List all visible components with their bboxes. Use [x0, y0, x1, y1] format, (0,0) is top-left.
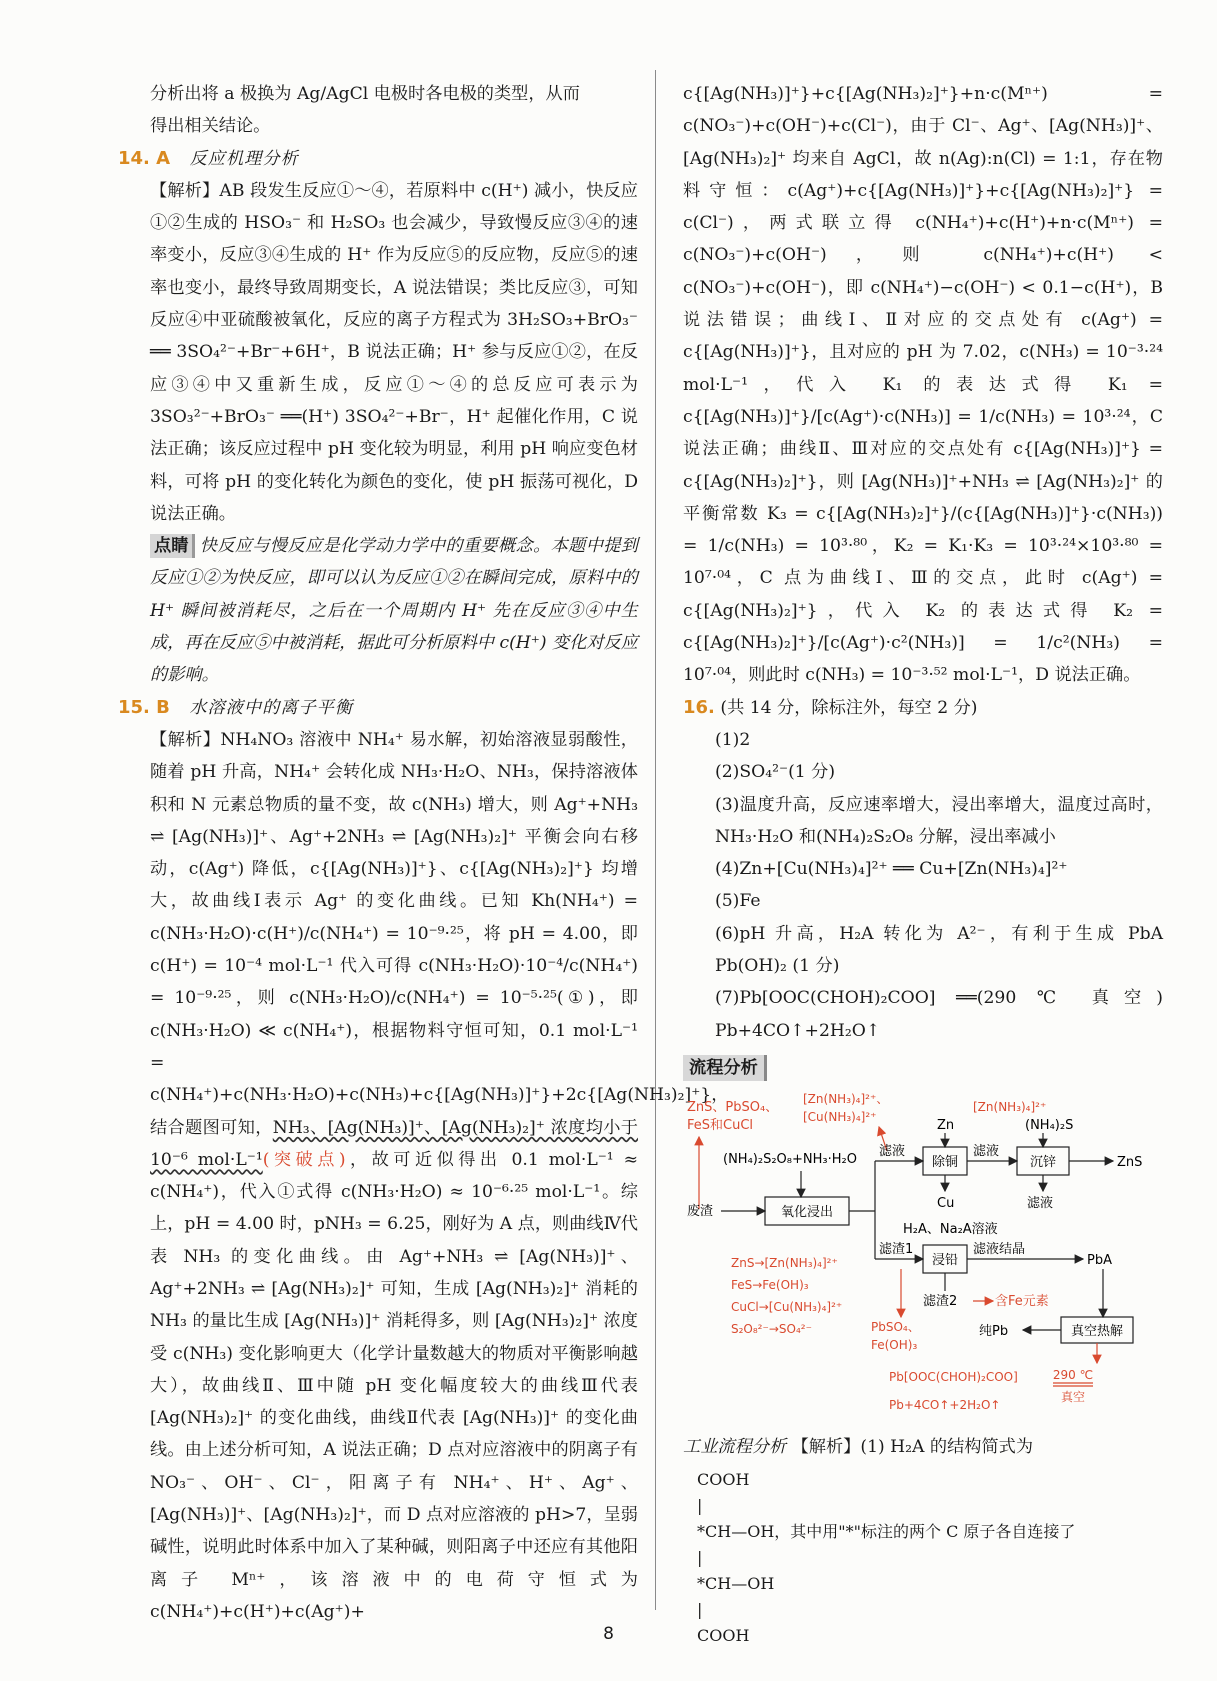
q16-scoring: (共 14 分，除标注外，每空 2 分) — [720, 697, 978, 718]
intro-line-2: 得出相关结论。 — [150, 116, 271, 137]
q16-answer-6: (6)pH 升高，H₂A 转化为 A²⁻，有利于生成 PbA Pb(OH)₂ (1 分) — [715, 923, 1181, 977]
filtrate-label-2: 滤液 — [973, 1143, 1000, 1159]
right-column — [683, 78, 1181, 1649]
q16-answer-4: (4)Zn+[Cu(NH₃)₄]²⁺ ══ Cu+[Zn(NH₃)₄]²⁺ — [715, 859, 1068, 880]
red-leach-ions-2: [Cu(NH₃)₄]²⁺ — [803, 1109, 877, 1124]
page-number: 8 — [603, 1624, 614, 1644]
red-decomp-products: Pb+4CO↑+2H₂O↑ — [889, 1397, 1001, 1412]
process-flow-diagram — [683, 1091, 1163, 1431]
box-vacuum-pyrolysis-label: 真空热解 — [1070, 1323, 1124, 1339]
red-fe-content: 含Fe元素 — [995, 1293, 1049, 1309]
struct-line-7: COOH — [697, 1626, 750, 1646]
filtrate-crystallize-label: 滤液结晶 — [973, 1241, 1026, 1257]
filtrate-label-3: 滤液 — [1027, 1195, 1054, 1211]
pure-lead-product: 纯Pb — [979, 1323, 1009, 1339]
residue-label-2: 滤渣2 — [923, 1293, 958, 1309]
q14-tip-text: 快反应与慢反应是化学动力学中的重要概念。本题中提到反应①②为快反应，即可以认为反应①②在瞬间完成，原料中的 H⁺ 瞬间被消耗尽，之后在一个周期内 H⁺ 先在反应③④中生成，再在反应⑤中被消耗，据此可分析原料中 c(H⁺) 变化对反应的影响。 — [150, 536, 638, 686]
struct-line-5: *CH—OH — [697, 1574, 775, 1594]
box-oxidative-leach-label: 氧化浸出 — [780, 1204, 834, 1220]
zinc-reagent: Zn — [937, 1117, 955, 1133]
struct-line-1: COOH — [697, 1470, 750, 1490]
ammonium-sulfide-reagent: (NH₄)₂S — [1025, 1117, 1074, 1133]
box-zinc-precipitation-label: 沉锌 — [1029, 1154, 1057, 1170]
q15-analysis-part3: ，故可近似得出 0.1 mol·L⁻¹ ≈ c(NH₄⁺)，代入①式得 c(NH₃·H₂O) ≈ 10⁻⁶·²⁵ mol·L⁻¹。综上，pH = 4.00 时，pNH₃ = 6.25，刚好为 A 点，则曲线Ⅳ代表 NH₃ 的变化曲线。由 Ag⁺+NH₃ ⇌ [Ag(NH₃)]⁺、Ag⁺+2NH₃ ⇌ [Ag(NH₃)₂]⁺ 可知，生成 [Ag(NH₃)₂]⁺ 消耗的 NH₃ 的量比生成 [Ag(NH₃)]⁺ 消耗得多，则 [Ag(NH₃)₂]⁺ 浓度受 c(NH₃) 变化影响更大（化学计量数越大的物质对平衡影响越大），故曲线Ⅱ、Ⅲ中随 pH 变化幅度较大的曲线Ⅲ代表 [Ag(NH₃)₂]⁺ 的变化曲线，曲线Ⅱ代表 [Ag(NH₃)]⁺ 的变化曲线。由上述分析可知，A 说法正确；D 点对应溶液中的阴离子有 NO₃⁻、OH⁻、Cl⁻，阳离子有 NH₄⁺、H⁺、Ag⁺、[Ag(NH₃)]⁺、[Ag(NH₃)₂]⁺，而 D 点对应溶液的 pH>7，呈弱碱性，说明此时体系中加入了某种碱，则阳离子中还应有其他阳离子 Mⁿ⁺，该溶液中的电荷守恒式为 c(NH₄⁺)+c(H⁺)+c(Ag⁺)+ — [150, 1149, 639, 1622]
reagent-oxidizer: (NH₄)₂S₂O₈+NH₃·H₂O — [723, 1151, 857, 1167]
struct-line-4: | — [697, 1548, 703, 1568]
red-zn-complex: [Zn(NH₃)₄]²⁺ — [973, 1099, 1047, 1114]
waste-residue-label: 废渣 — [687, 1203, 714, 1219]
struct-line-2: | — [697, 1496, 703, 1516]
q15-analysis-part1: 【解析】NH₄NO₃ 溶液中 NH₄⁺ 易水解，初始溶液显弱酸性，随着 pH 升高，NH₄⁺ 会转化成 NH₃·H₂O、NH₃，保持溶液体积和 N 元素总物质的量不变，故 c(NH₃) 增大，则 Ag⁺+NH₃ ⇌ [Ag(NH₃)]⁺、Ag⁺+2NH₃ ⇌ [Ag(NH₃)₂]⁺ 平衡会向右移动，c(Ag⁺) 降低，c{[Ag(NH₃)]⁺}、c{[Ag(NH₃)₂]⁺} 均增大，故曲线Ⅰ表示 Ag⁺ 的变化曲线。已知 Kh(NH₄⁺) = c(NH₃·H₂O)·c(H⁺)/c(NH₄⁺) = 10⁻⁹·²⁵，将 pH = 4.00，即 c(H⁺) = 10⁻⁴ mol·L⁻¹ 代入可得 c(NH₃·H₂O)·10⁻⁴/c(NH₄⁺) = 10⁻⁹·²⁵，则 c(NH₃·H₂O)/c(NH₄⁺) = 10⁻⁵·²⁵(①)，即 c(NH₃·H₂O) ≪ c(NH₄⁺)，根据物料守恒可知，0.1 mol·L⁻¹ = c(NH₄⁺)+c(NH₃·H₂O)+c(NH₃)+c{[Ag(NH₃)]⁺}+2c{[Ag(NH₃)₂]⁺}，结合题图可知， — [150, 729, 729, 1138]
breakthrough-note: (突破点) — [262, 1149, 346, 1170]
industrial-analysis-label: 工业流程分析 — [683, 1436, 787, 1457]
q16-answer-2: (2)SO₄²⁻(1 分) — [715, 762, 836, 783]
q15-continued: c{[Ag(NH₃)]⁺}+c{[Ag(NH₃)₂]⁺}+n·c(Mⁿ⁺) = c(NO₃⁻)+c(OH⁻)+c(Cl⁻)，由于 Cl⁻、Ag⁺、[Ag(NH₃)]⁺、[Ag(NH₃)₂]⁺ 均来自 AgCl，故 n(Ag):n(Cl) = 1:1，存在物料守恒：c(Ag⁺)+c{[Ag(NH₃)]⁺}+c{[Ag(NH₃)₂]⁺} = c(Cl⁻)，两式联立得 c(NH₄⁺)+c(H⁺)+n·c(Mⁿ⁺) = c(NO₃⁻)+c(OH⁻)，则 c(NH₄⁺)+c(H⁺) < c(NO₃⁻)+c(OH⁻)，即 c(NH₄⁺)−c(OH⁻) < 0.1−c(H⁺)，B 说法错误；曲线Ⅰ、Ⅱ对应的交点处有 c(Ag⁺) = c{[Ag(NH₃)]⁺}，且对应的 pH 为 7.02，c(NH₃) = 10⁻³·²⁴ mol·L⁻¹，代入 K₁ 的表达式得 K₁ = c{[Ag(NH₃)]⁺}/[c(Ag⁺)·c(NH₃)] = 1/c(NH₃) = 10³·²⁴，C 说法正确；曲线Ⅱ、Ⅲ对应的交点处有 c{[Ag(NH₃)]⁺} = c{[Ag(NH₃)₂]⁺}，则 [Ag(NH₃)]⁺+NH₃ ⇌ [Ag(NH₃)₂]⁺ 的平衡常数 K₃ = c{[Ag(NH₃)₂]⁺}/(c{[Ag(NH₃)]⁺}·c(NH₃)) = 1/c(NH₃) = 10³·⁸⁰，K₂ = K₁·K₃ = 10³·²⁴×10³·⁸⁰ = 10⁷·⁰⁴，C 点为曲线Ⅰ、Ⅲ的交点，此时 c(Ag⁺) = c{[Ag(NH₃)₂]⁺}，代入 K₂ 的表达式得 K₂ = c{[Ag(NH₃)₂]⁺}/[c(Ag⁺)·c²(NH₃)] = 1/c²(NH₃) = 10⁷·⁰⁴，则此时 c(NH₃) = 10⁻³·⁵² mol·L⁻¹，D 说法正确。 — [683, 84, 1163, 686]
red-decomp-reactant: Pb[OOC(CHOH)₂COO] — [889, 1369, 1018, 1384]
q15-topic: 水溶液中的离子平衡 — [189, 697, 354, 718]
red-feoh3: Fe(OH)₃ — [871, 1337, 918, 1352]
pba-product: PbA — [1087, 1252, 1112, 1268]
red-waste-composition: ZnS、PbSO₄、 — [687, 1099, 779, 1115]
q16-number: 16. — [683, 696, 715, 718]
residue-label-1: 滤渣1 — [879, 1241, 914, 1257]
tip-badge: 点睛 — [150, 534, 195, 558]
red-condition-vacuum: 真空 — [1060, 1389, 1086, 1404]
q16-answer-7: (7)Pb[OOC(CHOH)₂COO] ══(290 ℃ 真空) Pb+4CO↑+2H₂O↑ — [715, 988, 1163, 1041]
q14-tip — [118, 530, 638, 691]
struct-line-6: | — [697, 1600, 703, 1620]
box-copper-removal-label: 除铜 — [931, 1154, 959, 1170]
structural-formula — [697, 1467, 1163, 1649]
red-reaction-1: ZnS→[Zn(NH₃)₄]²⁺ — [731, 1255, 838, 1270]
zns-product: ZnS — [1117, 1154, 1143, 1170]
industrial-analysis-text: 【解析】(1) H₂A 的结构简式为 — [791, 1436, 1034, 1457]
q14-number: 14. A — [118, 147, 171, 169]
red-reaction-2: FeS→Fe(OH)₃ — [731, 1277, 809, 1292]
filtrate-label-1: 滤液 — [879, 1143, 906, 1159]
leach-solution-reagent: H₂A、Na₂A溶液 — [903, 1221, 998, 1237]
red-condition-temp: 290 ℃ — [1052, 1367, 1094, 1382]
struct-line-3: *CH—OH，其中用"*"标注的两个 C 原子各自连接了 — [697, 1522, 1076, 1542]
q16-answer-5: (5)Fe — [715, 891, 761, 912]
copper-product: Cu — [937, 1195, 955, 1211]
q15-header — [118, 692, 638, 724]
q16-header — [683, 692, 1163, 724]
q14-analysis: 【解析】AB 段发生反应①～④，若原料中 c(H⁺) 减小，快反应①②生成的 HSO₃⁻ 和 H₂SO₃ 也会减少，导致慢反应③④的速率变小，反应③④生成的 H⁺ 作为反应⑤的反应物，反应⑤的速率也变小，最终导致周期变长，A 说法错误；类比反应③，可知反应④中亚硫酸被氧化，反应的离子方程式为 3H₂SO₃+BrO₃⁻ ══ 3SO₄²⁻+Br⁻+6H⁺，B 说法正确；H⁺ 参与反应①②，在反应③④中又重新生成，反应①～④的总反应可表示为 3SO₃²⁻+BrO₃⁻ ══(H⁺) 3SO₄²⁻+Br⁻，H⁺ 起催化作用，C 说法正确；该反应过程中 pH 变化较为明显，利用 pH 响应变色材料，可将 pH 的变化转化为颜色的变化，使 pH 振荡可视化，D 说法正确。 — [150, 180, 638, 524]
q16-answer-3: (3)温度升高，反应速率增大，浸出率增大，温度过高时，NH₃·H₂O 和(NH₄)₂S₂O₈ 分解，浸出率减小 — [715, 794, 1163, 847]
q15-key-condition: NH₃、[Ag(NH₃)]⁺、[Ag(NH₃)₂]⁺ 浓度均小于 10⁻⁶ mol·L⁻¹ — [150, 1117, 638, 1170]
flow-analysis-badge: 流程分析 — [683, 1055, 767, 1081]
q15-number: 15. B — [118, 696, 170, 718]
column-divider — [655, 70, 656, 1610]
q14-topic: 反应机理分析 — [189, 148, 299, 169]
intro-line-1: 分析出将 a 极换为 Ag/AgCl 电极时各电极的类型，从而 — [150, 84, 580, 104]
box-lead-leach-label: 浸铅 — [931, 1252, 959, 1268]
q14-header — [118, 143, 638, 175]
red-leach-ions-1: [Zn(NH₃)₄]²⁺、 — [803, 1091, 889, 1106]
red-pbso4: PbSO₄、 — [871, 1319, 920, 1334]
q16-answer-1: (1)2 — [715, 729, 751, 750]
red-reaction-3: CuCl→[Cu(NH₃)₄]²⁺ — [731, 1299, 843, 1314]
industrial-analysis-line — [683, 1431, 1163, 1463]
red-reaction-4: S₂O₈²⁻→SO₄²⁻ — [731, 1321, 812, 1336]
red-waste-composition-2: FeS和CuCl — [687, 1117, 754, 1133]
